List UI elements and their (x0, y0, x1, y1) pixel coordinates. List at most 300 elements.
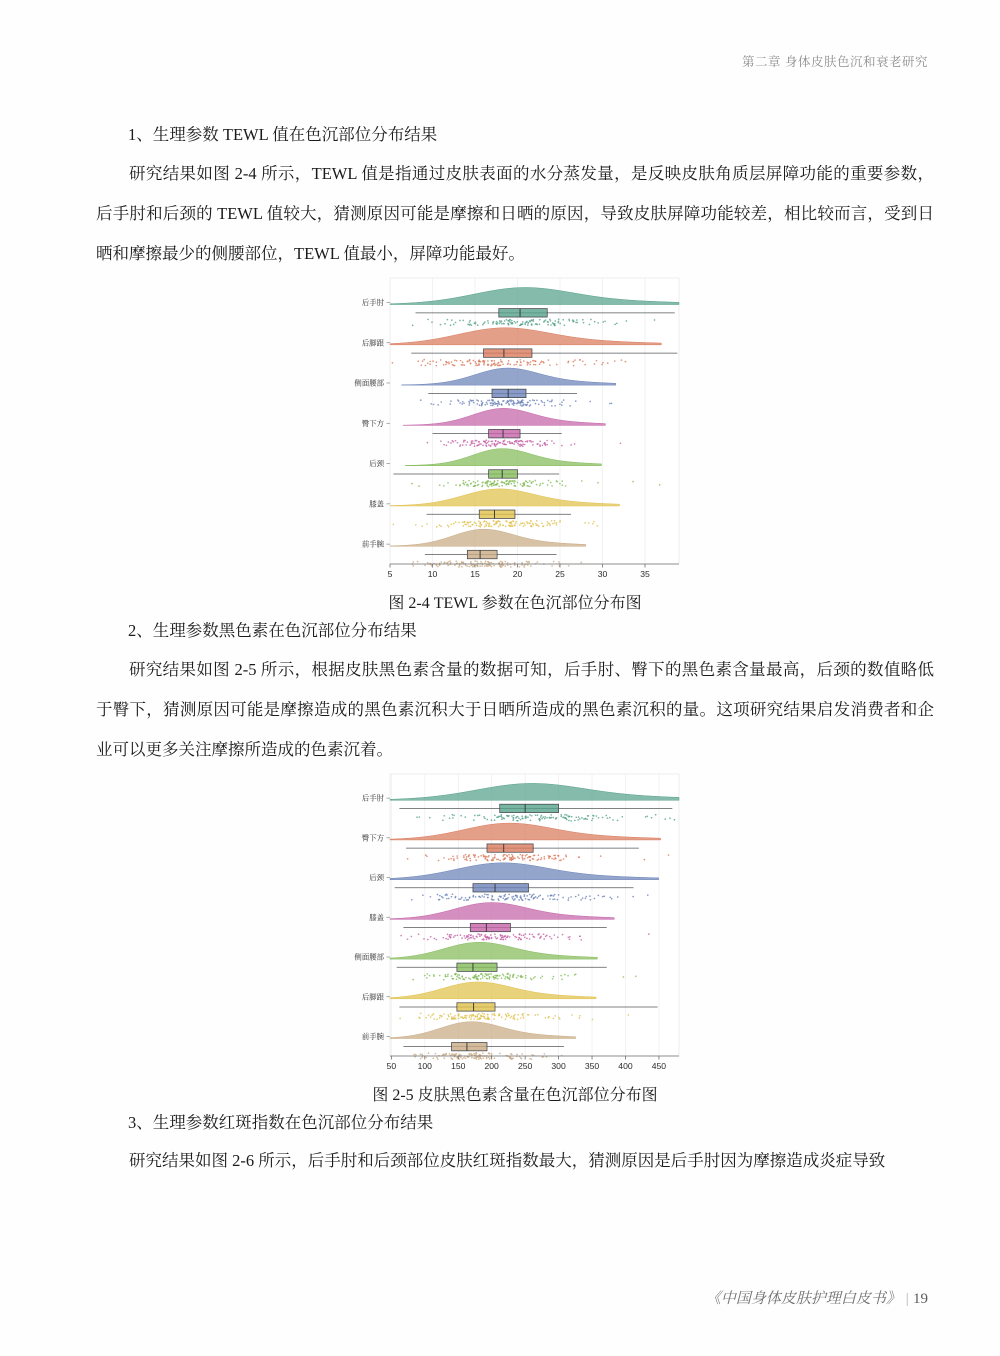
data-point (440, 324, 442, 326)
data-point (433, 975, 435, 977)
data-point (504, 561, 506, 563)
data-point (532, 444, 534, 446)
data-point (580, 939, 582, 941)
data-point (512, 855, 514, 857)
data-point (466, 856, 468, 858)
data-point (494, 819, 496, 821)
data-point (452, 1053, 454, 1055)
data-point (544, 818, 546, 820)
data-point (476, 560, 478, 562)
data-point (654, 319, 656, 321)
data-point (462, 561, 464, 563)
data-point (516, 441, 518, 443)
data-point (503, 323, 505, 325)
data-point (487, 897, 489, 899)
data-point (470, 561, 472, 563)
data-point (499, 860, 501, 862)
data-point (552, 978, 554, 980)
data-point (481, 400, 483, 402)
data-point (474, 560, 476, 562)
data-point (417, 360, 419, 362)
data-point (487, 894, 489, 896)
data-point (485, 525, 487, 527)
data-point (463, 480, 465, 482)
chart-canvas (335, 274, 695, 590)
data-point (560, 816, 562, 818)
data-point (418, 933, 420, 935)
data-point (574, 819, 576, 821)
data-point (464, 440, 466, 442)
data-point (496, 321, 498, 323)
data-point (528, 561, 530, 563)
section-paragraph-3: 研究结果如图 2-6 所示，后手肘和后颈部位皮肤红斑指数最大，猜测原因是后手肘因为摩擦造成炎症导致 (129, 1151, 886, 1170)
data-point (505, 938, 507, 940)
data-point (514, 524, 516, 526)
data-point (507, 815, 509, 817)
data-point (463, 855, 465, 857)
data-point (512, 520, 514, 522)
data-point (463, 1057, 465, 1059)
data-point (421, 1057, 423, 1059)
data-point (494, 857, 496, 859)
data-point (564, 324, 566, 326)
data-point (453, 324, 455, 326)
data-point (475, 323, 477, 325)
data-point (501, 1016, 503, 1018)
data-point (488, 973, 490, 975)
data-point (484, 404, 486, 406)
data-point (551, 565, 553, 567)
y-axis-label: 膝盖 (369, 912, 384, 922)
data-point (474, 482, 476, 484)
data-point (466, 1015, 468, 1017)
data-point (492, 899, 494, 901)
data-point (522, 1015, 524, 1017)
data-point (464, 816, 466, 818)
data-point (476, 403, 478, 405)
data-point (466, 859, 468, 861)
data-point (498, 1014, 500, 1016)
data-point (440, 440, 442, 442)
data-point (449, 817, 451, 819)
data-point (674, 819, 676, 821)
data-point (490, 934, 492, 936)
data-point (508, 360, 510, 362)
data-point (576, 319, 578, 321)
data-point (494, 484, 496, 486)
data-point (427, 362, 429, 364)
data-point (447, 565, 449, 567)
data-point (417, 561, 419, 563)
data-point (553, 817, 555, 819)
data-point (508, 400, 510, 402)
data-point (461, 566, 463, 568)
data-point (501, 818, 503, 820)
box (492, 389, 526, 397)
section-paragraph-2: 研究结果如图 2-5 所示，根据皮肤黑色素含量的数据可知，后手肘、臀下的黑色素含量最高，后颈的数值略低于臀下，猜测原因可能是摩擦造成的黑色素沉积大于日晒所造成的黑色素沉积的量。这项研究结果启发消费者和企业可以更多关注摩擦所造成的色素沉着。 (96, 660, 934, 759)
data-point (548, 855, 550, 857)
data-point (496, 444, 498, 446)
data-point (561, 484, 563, 486)
data-point (605, 815, 607, 817)
data-point (566, 814, 568, 816)
data-point (584, 364, 586, 366)
data-point (614, 324, 616, 326)
data-point (509, 1057, 511, 1059)
data-point (549, 898, 551, 900)
data-point (443, 562, 445, 564)
data-point (455, 521, 457, 523)
data-point (503, 859, 505, 861)
data-point (559, 521, 561, 523)
data-point (534, 976, 536, 978)
data-point (531, 1058, 533, 1060)
data-point (569, 405, 571, 407)
data-point (547, 895, 549, 897)
data-point (486, 819, 488, 821)
data-point (512, 442, 514, 444)
data-point (459, 320, 461, 322)
data-point (433, 1018, 435, 1020)
data-point (546, 817, 548, 819)
data-point (486, 481, 488, 483)
data-point (521, 1053, 523, 1055)
data-point (497, 480, 499, 482)
data-point (561, 404, 563, 406)
data-point (449, 403, 451, 405)
x-tick-label: 10 (427, 569, 438, 579)
data-point (464, 937, 466, 939)
data-point (497, 520, 499, 522)
data-point (486, 974, 488, 976)
data-point (427, 442, 429, 444)
data-point (531, 319, 533, 321)
data-point (651, 817, 653, 819)
data-point (472, 935, 474, 937)
data-point (551, 440, 553, 442)
data-point (453, 815, 455, 817)
data-point (469, 1016, 471, 1018)
data-point (488, 1056, 490, 1058)
data-point (535, 523, 537, 525)
data-point (529, 1058, 531, 1060)
data-point (513, 402, 515, 404)
data-point (478, 1013, 480, 1015)
data-point (506, 483, 508, 485)
data-point (558, 561, 560, 563)
data-point (502, 400, 504, 402)
data-point (563, 399, 565, 401)
data-point (459, 1053, 461, 1055)
data-point (506, 936, 508, 938)
data-point (558, 894, 560, 896)
data-point (457, 974, 459, 976)
data-point (519, 934, 521, 936)
data-point (485, 936, 487, 938)
data-point (477, 1016, 479, 1018)
data-point (497, 401, 499, 403)
data-point (505, 526, 507, 528)
data-point (493, 565, 495, 567)
data-point (551, 485, 553, 487)
data-point (543, 856, 545, 858)
data-point (429, 361, 431, 363)
data-point (575, 400, 577, 402)
data-point (521, 562, 523, 564)
data-point (499, 365, 501, 367)
data-point (548, 1016, 550, 1018)
figure-2-5 (96, 770, 934, 1108)
data-point (458, 1013, 460, 1015)
x-tick-label: 15 (470, 569, 480, 579)
data-point (492, 441, 494, 443)
data-point (495, 364, 497, 366)
data-point (494, 854, 496, 856)
data-point (593, 815, 595, 817)
data-point (529, 859, 531, 861)
data-point (423, 359, 425, 361)
data-point (425, 365, 427, 367)
data-point (525, 480, 527, 482)
data-point (609, 896, 611, 898)
data-point (524, 524, 526, 526)
data-point (460, 898, 462, 900)
data-point (510, 566, 512, 568)
data-point (499, 1053, 501, 1055)
data-point (499, 320, 501, 322)
data-point (416, 816, 418, 818)
data-point (500, 939, 502, 941)
data-point (521, 935, 523, 937)
data-point (527, 523, 529, 525)
data-point (529, 400, 531, 402)
data-point (458, 566, 460, 568)
data-point (509, 443, 511, 445)
data-point (514, 1018, 516, 1020)
data-point (450, 1013, 452, 1015)
data-point (533, 893, 535, 895)
data-point (478, 896, 480, 898)
data-point (539, 820, 541, 822)
data-point (392, 362, 394, 364)
data-point (506, 319, 508, 321)
data-point (585, 897, 587, 899)
data-point (554, 522, 556, 524)
data-point (413, 1054, 415, 1056)
data-point (529, 522, 531, 524)
data-point (448, 561, 450, 563)
data-point (482, 485, 484, 487)
data-point (491, 896, 493, 898)
data-point (479, 565, 481, 567)
data-point (509, 525, 511, 527)
data-point (478, 484, 480, 486)
data-point (487, 364, 489, 366)
data-point (510, 483, 512, 485)
data-point (419, 1017, 421, 1019)
data-point (558, 1017, 560, 1019)
data-point (467, 485, 469, 487)
data-point (548, 480, 550, 482)
data-point (664, 818, 666, 820)
data-point (443, 1057, 445, 1059)
data-point (538, 525, 540, 527)
data-point (565, 854, 567, 856)
data-point (495, 484, 497, 486)
data-point (524, 937, 526, 939)
data-point (533, 400, 535, 402)
data-point (521, 815, 523, 817)
data-point (579, 359, 581, 361)
data-point (602, 817, 604, 819)
data-point (559, 403, 561, 405)
data-point (471, 1057, 473, 1059)
data-point (518, 402, 520, 404)
data-point (474, 485, 476, 487)
data-point (539, 485, 541, 487)
data-point (560, 814, 562, 816)
data-point (502, 363, 504, 365)
data-point (517, 1019, 519, 1021)
data-point (459, 978, 461, 980)
data-point (527, 482, 529, 484)
data-point (473, 1057, 475, 1059)
data-point (467, 521, 469, 523)
data-point (582, 897, 584, 899)
data-point (471, 324, 473, 326)
data-point (511, 524, 513, 526)
data-point (426, 523, 428, 525)
data-point (532, 441, 534, 443)
data-point (482, 1013, 484, 1015)
data-point (520, 1017, 522, 1019)
data-point (532, 858, 534, 860)
data-point (481, 405, 483, 407)
data-point (485, 444, 487, 446)
data-point (542, 898, 544, 900)
section-paragraph-1: 研究结果如图 2-4 所示，TEWL 值是指通过皮肤表面的水分蒸发量，是反映皮肤角质层屏障功能的重要参数，后手肘和后颈的 TEWL 值较大，猜测原因可能是摩擦和日晒的原因，导致皮肤屏障功能较差，相比较而言，受到日晒和摩擦最少的侧腰部位，TEWL 值最小，屏障功能最好。 (96, 164, 934, 263)
data-point (580, 899, 582, 901)
y-axis-label: 后脚跟 (361, 992, 384, 1002)
data-point (435, 365, 437, 367)
data-point (425, 854, 427, 856)
data-point (569, 938, 571, 940)
data-point (532, 481, 534, 483)
data-point (469, 978, 471, 980)
data-point (532, 523, 534, 525)
data-point (498, 816, 500, 818)
data-point (588, 522, 590, 524)
data-point (540, 816, 542, 818)
data-point (567, 975, 569, 977)
data-point (553, 561, 555, 563)
data-point (511, 480, 513, 482)
data-point (519, 566, 521, 568)
data-point (454, 564, 456, 566)
data-point (520, 819, 522, 821)
data-point (554, 520, 556, 522)
data-point (436, 526, 438, 528)
data-point (477, 565, 479, 567)
data-point (519, 364, 521, 366)
data-point (492, 323, 494, 325)
data-point (556, 524, 558, 526)
data-point (453, 860, 455, 862)
data-point (420, 1013, 422, 1015)
data-point (501, 320, 503, 322)
data-point (510, 322, 512, 324)
data-point (492, 859, 494, 861)
data-point (594, 363, 596, 365)
data-point (437, 894, 439, 896)
data-point (488, 978, 490, 980)
data-point (425, 1017, 427, 1019)
data-point (447, 934, 449, 936)
data-point (467, 324, 469, 326)
data-point (412, 561, 414, 563)
data-point (451, 896, 453, 898)
section-heading-1: 1、生理参数 TEWL 值在色沉部位分布结果 (128, 125, 438, 144)
data-point (517, 321, 519, 323)
data-point (614, 360, 616, 362)
data-point (518, 440, 520, 442)
data-point (428, 1052, 430, 1054)
data-point (498, 899, 500, 901)
data-point (497, 483, 499, 485)
data-point (517, 975, 519, 977)
data-point (431, 1014, 433, 1016)
data-point (518, 899, 520, 901)
data-point (532, 399, 534, 401)
document-content (96, 120, 934, 1180)
data-point (529, 405, 531, 407)
data-point (522, 445, 524, 447)
data-point (480, 561, 482, 563)
data-point (430, 896, 432, 898)
data-point (483, 322, 485, 324)
data-point (543, 858, 545, 860)
data-point (517, 816, 519, 818)
data-point (481, 524, 483, 526)
data-point (463, 935, 465, 937)
data-point (450, 858, 452, 860)
data-point (522, 323, 524, 325)
data-point (451, 975, 453, 977)
data-point (475, 1016, 477, 1018)
data-point (549, 364, 551, 366)
data-point (430, 403, 432, 405)
data-point (515, 364, 517, 366)
data-point (581, 480, 583, 482)
data-point (534, 480, 536, 482)
x-tick-label: 30 (597, 569, 608, 579)
data-point (504, 854, 506, 856)
data-point (484, 1013, 486, 1015)
data-point (457, 1015, 459, 1017)
data-point (482, 1052, 484, 1054)
data-point (462, 521, 464, 523)
data-point (567, 362, 569, 364)
data-point (542, 816, 544, 818)
data-point (493, 1018, 495, 1020)
data-point (514, 898, 516, 900)
data-point (506, 973, 508, 975)
data-point (452, 856, 454, 858)
data-point (623, 976, 625, 978)
data-point (468, 977, 470, 979)
data-point (523, 522, 525, 524)
data-point (509, 976, 511, 978)
